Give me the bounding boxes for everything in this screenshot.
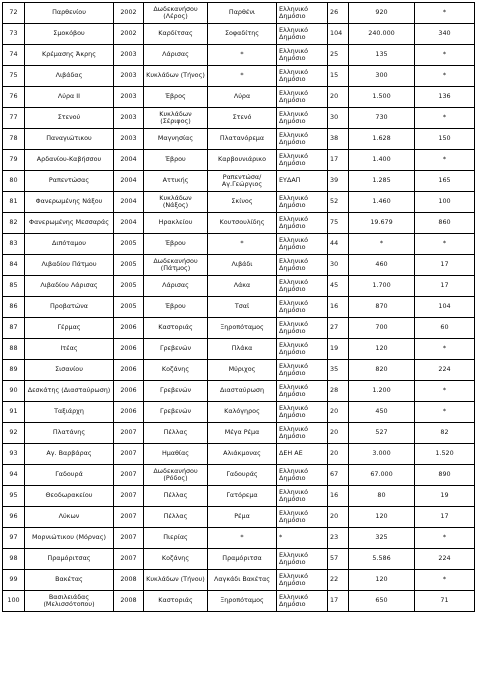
cell-year: 2004 <box>114 150 144 171</box>
cell-area: * <box>415 150 475 171</box>
cell-year: 2004 <box>114 171 144 192</box>
cell-prefecture: Έβρος <box>144 87 208 108</box>
cell-capacity: 300 <box>349 66 415 87</box>
cell-capacity: 1.200 <box>349 381 415 402</box>
cell-dam-name: Βασιλειάδας (Μελισσότοπου) <box>25 591 114 612</box>
cell-prefecture: Ηρακλείου <box>144 213 208 234</box>
cell-river: Καλόγηρος <box>208 402 277 423</box>
dams-table <box>2 2 475 612</box>
cell-dam-name: Στενού <box>25 108 114 129</box>
cell-dam-name: Ραπεντώσας <box>25 171 114 192</box>
cell-owner: Ελληνικό Δημόσιο <box>277 255 328 276</box>
cell-area: 1.520 <box>415 444 475 465</box>
cell-owner: Ελληνικό Δημόσιο <box>277 108 328 129</box>
cell-prefecture: Ημαθίας <box>144 444 208 465</box>
cell-capacity: 3.000 <box>349 444 415 465</box>
cell-river: Ξηροπόταμος <box>208 591 277 612</box>
table-row <box>3 423 475 444</box>
cell-owner: Ελληνικό Δημόσιο <box>277 507 328 528</box>
cell-row-number: 74 <box>3 45 25 66</box>
cell-row-number: 97 <box>3 528 25 549</box>
cell-dam-name: Βακέτας <box>25 570 114 591</box>
cell-area: 17 <box>415 255 475 276</box>
cell-prefecture: Πιερίας <box>144 528 208 549</box>
cell-prefecture: Γρεβενών <box>144 339 208 360</box>
cell-row-number: 99 <box>3 570 25 591</box>
cell-height: 35 <box>328 360 349 381</box>
cell-area: * <box>415 108 475 129</box>
table-row <box>3 507 475 528</box>
cell-area: 17 <box>415 276 475 297</box>
cell-river: Αλιάκμονας <box>208 444 277 465</box>
cell-owner: Ελληνικό Δημόσιο <box>277 150 328 171</box>
cell-owner: Ελληνικό Δημόσιο <box>277 192 328 213</box>
cell-river: Ραπεντώσα/ Αγ.Γεώργιος <box>208 171 277 192</box>
cell-owner: * <box>277 528 328 549</box>
cell-prefecture: Κυκλάδων (Νάξος) <box>144 192 208 213</box>
table-row <box>3 528 475 549</box>
cell-capacity: 120 <box>349 507 415 528</box>
cell-height: 19 <box>328 339 349 360</box>
cell-owner: Ελληνικό Δημόσιο <box>277 45 328 66</box>
cell-row-number: 87 <box>3 318 25 339</box>
cell-dam-name: Ιτέας <box>25 339 114 360</box>
cell-area: * <box>415 528 475 549</box>
cell-dam-name: Πλατάνης <box>25 423 114 444</box>
cell-year: 2007 <box>114 465 144 486</box>
cell-prefecture: Κοζάνης <box>144 360 208 381</box>
cell-prefecture: Πέλλας <box>144 486 208 507</box>
cell-dam-name: Αγ. Βαρβάρας <box>25 444 114 465</box>
table-row <box>3 297 475 318</box>
cell-prefecture: Έβρου <box>144 150 208 171</box>
cell-area: 71 <box>415 591 475 612</box>
cell-river: Στενό <box>208 108 277 129</box>
cell-height: 45 <box>328 276 349 297</box>
cell-area: * <box>415 234 475 255</box>
cell-capacity: 450 <box>349 402 415 423</box>
cell-year: 2005 <box>114 255 144 276</box>
cell-dam-name: Λύρα ΙΙ <box>25 87 114 108</box>
cell-owner: Ελληνικό Δημόσιο <box>277 297 328 318</box>
cell-dam-name: Σισανίου <box>25 360 114 381</box>
cell-area: 890 <box>415 465 475 486</box>
cell-year: 2003 <box>114 45 144 66</box>
cell-year: 2006 <box>114 360 144 381</box>
cell-capacity: 1.460 <box>349 192 415 213</box>
cell-height: 16 <box>328 297 349 318</box>
cell-year: 2003 <box>114 108 144 129</box>
table-row <box>3 570 475 591</box>
cell-row-number: 88 <box>3 339 25 360</box>
cell-dam-name: Διπόταμου <box>25 234 114 255</box>
cell-height: 26 <box>328 3 349 24</box>
cell-river: Μέγα Ρέμα <box>208 423 277 444</box>
table-row <box>3 360 475 381</box>
cell-dam-name: Παρθενίου <box>25 3 114 24</box>
cell-capacity: 1.700 <box>349 276 415 297</box>
table-row <box>3 339 475 360</box>
cell-river: Γατόρεμα <box>208 486 277 507</box>
cell-row-number: 72 <box>3 3 25 24</box>
cell-year: 2004 <box>114 192 144 213</box>
cell-river: Πραμόριτσα <box>208 549 277 570</box>
cell-dam-name: Φανερωμένης Μεσσαράς <box>25 213 114 234</box>
cell-river: * <box>208 234 277 255</box>
cell-height: 38 <box>328 129 349 150</box>
table-row <box>3 255 475 276</box>
cell-row-number: 91 <box>3 402 25 423</box>
cell-owner: Ελληνικό Δημόσιο <box>277 318 328 339</box>
table-row <box>3 66 475 87</box>
cell-height: 30 <box>328 255 349 276</box>
table-row <box>3 213 475 234</box>
table-row <box>3 171 475 192</box>
cell-river: * <box>208 528 277 549</box>
table-row <box>3 486 475 507</box>
table-row <box>3 444 475 465</box>
cell-row-number: 98 <box>3 549 25 570</box>
table-row <box>3 108 475 129</box>
cell-capacity: 820 <box>349 360 415 381</box>
cell-owner: Ελληνικό Δημόσιο <box>277 465 328 486</box>
cell-year: 2006 <box>114 339 144 360</box>
cell-owner: Ελληνικό Δημόσιο <box>277 339 328 360</box>
cell-row-number: 75 <box>3 66 25 87</box>
cell-row-number: 93 <box>3 444 25 465</box>
cell-dam-name: Κρέμασης Άκρης <box>25 45 114 66</box>
cell-row-number: 82 <box>3 213 25 234</box>
cell-prefecture: Κοζάνης <box>144 549 208 570</box>
cell-owner: ΔΕΗ ΑΕ <box>277 444 328 465</box>
cell-area: * <box>415 402 475 423</box>
table-row <box>3 549 475 570</box>
cell-dam-name: Σμοκόβου <box>25 24 114 45</box>
cell-dam-name: Ταξιάρχη <box>25 402 114 423</box>
cell-row-number: 92 <box>3 423 25 444</box>
cell-row-number: 89 <box>3 360 25 381</box>
cell-height: 104 <box>328 24 349 45</box>
cell-area: * <box>415 381 475 402</box>
cell-owner: Ελληνικό Δημόσιο <box>277 423 328 444</box>
cell-dam-name: Γέρμας <box>25 318 114 339</box>
cell-area: * <box>415 570 475 591</box>
cell-prefecture: Πέλλας <box>144 423 208 444</box>
cell-capacity: 460 <box>349 255 415 276</box>
cell-owner: Ελληνικό Δημόσιο <box>277 66 328 87</box>
cell-dam-name: Παναγιώτικου <box>25 129 114 150</box>
cell-year: 2004 <box>114 213 144 234</box>
cell-river: Ξηροπόταμος <box>208 318 277 339</box>
cell-area: 165 <box>415 171 475 192</box>
cell-height: 28 <box>328 381 349 402</box>
cell-row-number: 84 <box>3 255 25 276</box>
cell-height: 20 <box>328 423 349 444</box>
cell-river: Σοφαδίτης <box>208 24 277 45</box>
cell-owner: Ελληνικό Δημόσιο <box>277 234 328 255</box>
cell-owner: Ελληνικό Δημόσιο <box>277 381 328 402</box>
cell-area: 104 <box>415 297 475 318</box>
cell-height: 20 <box>328 402 349 423</box>
cell-capacity: 240.000 <box>349 24 415 45</box>
cell-prefecture: Καστοριάς <box>144 318 208 339</box>
cell-height: 75 <box>328 213 349 234</box>
cell-capacity: 67.000 <box>349 465 415 486</box>
cell-river: Ρέμα <box>208 507 277 528</box>
cell-height: 16 <box>328 486 349 507</box>
cell-owner: Ελληνικό Δημόσιο <box>277 276 328 297</box>
cell-prefecture: Έβρου <box>144 234 208 255</box>
cell-river: * <box>208 66 277 87</box>
cell-capacity: 1.285 <box>349 171 415 192</box>
table-row <box>3 318 475 339</box>
table-row <box>3 591 475 612</box>
cell-row-number: 100 <box>3 591 25 612</box>
cell-owner: Ελληνικό Δημόσιο <box>277 24 328 45</box>
cell-year: 2006 <box>114 318 144 339</box>
cell-height: 20 <box>328 87 349 108</box>
table-row <box>3 87 475 108</box>
cell-owner: Ελληνικό Δημόσιο <box>277 3 328 24</box>
cell-capacity: 120 <box>349 339 415 360</box>
cell-area: 100 <box>415 192 475 213</box>
cell-area: 150 <box>415 129 475 150</box>
cell-dam-name: Γαδουρά <box>25 465 114 486</box>
cell-dam-name: Λιβαδίου Λάρισας <box>25 276 114 297</box>
cell-year: 2007 <box>114 486 144 507</box>
cell-dam-name: Θεοδωρακείου <box>25 486 114 507</box>
table-row <box>3 150 475 171</box>
table-row <box>3 45 475 66</box>
cell-prefecture: Λάρισας <box>144 276 208 297</box>
table-row <box>3 234 475 255</box>
cell-area: 860 <box>415 213 475 234</box>
cell-year: 2007 <box>114 528 144 549</box>
cell-capacity: 135 <box>349 45 415 66</box>
cell-river: Πλάκα <box>208 339 277 360</box>
cell-area: * <box>415 339 475 360</box>
cell-owner: Ελληνικό Δημόσιο <box>277 486 328 507</box>
cell-owner: Ελληνικό Δημόσιο <box>277 591 328 612</box>
cell-prefecture: Κυκλάδων (Σέριφος) <box>144 108 208 129</box>
cell-owner: Ελληνικό Δημόσιο <box>277 129 328 150</box>
cell-capacity: 650 <box>349 591 415 612</box>
cell-river: Λάκα <box>208 276 277 297</box>
cell-height: 67 <box>328 465 349 486</box>
table-row <box>3 192 475 213</box>
cell-year: 2008 <box>114 570 144 591</box>
cell-area: 340 <box>415 24 475 45</box>
cell-river: Γαδουράς <box>208 465 277 486</box>
cell-year: 2003 <box>114 66 144 87</box>
table-row <box>3 3 475 24</box>
cell-owner: Ελληνικό Δημόσιο <box>277 87 328 108</box>
cell-river: Κουτσουλίδης <box>208 213 277 234</box>
cell-capacity: 120 <box>349 570 415 591</box>
cell-river: Τσαϊ <box>208 297 277 318</box>
cell-owner: ΕΥΔΑΠ <box>277 171 328 192</box>
cell-river: Παρθένι <box>208 3 277 24</box>
cell-dam-name: Λύκων <box>25 507 114 528</box>
cell-row-number: 83 <box>3 234 25 255</box>
cell-year: 2002 <box>114 24 144 45</box>
cell-area: 224 <box>415 549 475 570</box>
cell-owner: Ελληνικό Δημόσιο <box>277 360 328 381</box>
cell-height: 52 <box>328 192 349 213</box>
cell-river: Μύριχος <box>208 360 277 381</box>
cell-dam-name: Αρδανίου-Καβήσσου <box>25 150 114 171</box>
cell-row-number: 79 <box>3 150 25 171</box>
cell-prefecture: Γρεβενών <box>144 402 208 423</box>
cell-dam-name: Λιβάδας <box>25 66 114 87</box>
cell-height: 23 <box>328 528 349 549</box>
cell-dam-name: Δεσκάτης (Διασταύρωση) <box>25 381 114 402</box>
cell-row-number: 77 <box>3 108 25 129</box>
cell-area: 224 <box>415 360 475 381</box>
cell-year: 2006 <box>114 381 144 402</box>
cell-area: 82 <box>415 423 475 444</box>
cell-capacity: 1.400 <box>349 150 415 171</box>
cell-capacity: 1.628 <box>349 129 415 150</box>
cell-dam-name: Προβατώνα <box>25 297 114 318</box>
cell-river: Λιβάδι <box>208 255 277 276</box>
table-row <box>3 465 475 486</box>
cell-owner: Ελληνικό Δημόσιο <box>277 549 328 570</box>
cell-height: 27 <box>328 318 349 339</box>
cell-dam-name: Μορνιώτικου (Μόρνας) <box>25 528 114 549</box>
cell-row-number: 76 <box>3 87 25 108</box>
cell-prefecture: Γρεβενών <box>144 381 208 402</box>
cell-capacity: 1.500 <box>349 87 415 108</box>
cell-area: 17 <box>415 507 475 528</box>
cell-area: * <box>415 66 475 87</box>
cell-capacity: 920 <box>349 3 415 24</box>
cell-prefecture: Δωδεκανήσου (Πάτμος) <box>144 255 208 276</box>
cell-year: 2006 <box>114 402 144 423</box>
cell-height: 44 <box>328 234 349 255</box>
cell-row-number: 78 <box>3 129 25 150</box>
table-row <box>3 24 475 45</box>
cell-capacity: 870 <box>349 297 415 318</box>
cell-row-number: 95 <box>3 486 25 507</box>
cell-river: Διασταύρωση <box>208 381 277 402</box>
cell-prefecture: Δωδεκανήσου (Ρόδος) <box>144 465 208 486</box>
cell-row-number: 85 <box>3 276 25 297</box>
cell-prefecture: Έβρου <box>144 297 208 318</box>
cell-year: 2008 <box>114 591 144 612</box>
cell-height: 39 <box>328 171 349 192</box>
cell-year: 2003 <box>114 87 144 108</box>
cell-height: 20 <box>328 507 349 528</box>
document-page <box>2 2 474 612</box>
cell-prefecture: Καστοριάς <box>144 591 208 612</box>
cell-year: 2002 <box>114 3 144 24</box>
table-body <box>3 3 475 612</box>
cell-prefecture: Κυκλάδων (Τήνος) <box>144 66 208 87</box>
cell-height: 15 <box>328 66 349 87</box>
cell-capacity: 5.586 <box>349 549 415 570</box>
cell-height: 17 <box>328 591 349 612</box>
cell-row-number: 81 <box>3 192 25 213</box>
cell-row-number: 73 <box>3 24 25 45</box>
cell-prefecture: Μαγνησίας <box>144 129 208 150</box>
cell-capacity: * <box>349 234 415 255</box>
cell-prefecture: Καρδίτσας <box>144 24 208 45</box>
table-row <box>3 381 475 402</box>
cell-prefecture: Κυκλάδων (Τήνου) <box>144 570 208 591</box>
cell-row-number: 90 <box>3 381 25 402</box>
cell-height: 30 <box>328 108 349 129</box>
cell-year: 2007 <box>114 507 144 528</box>
cell-height: 22 <box>328 570 349 591</box>
cell-height: 17 <box>328 150 349 171</box>
cell-capacity: 325 <box>349 528 415 549</box>
cell-prefecture: Λάρισας <box>144 45 208 66</box>
cell-river: Σκίνος <box>208 192 277 213</box>
cell-year: 2007 <box>114 423 144 444</box>
cell-owner: Ελληνικό Δημόσιο <box>277 570 328 591</box>
table-row <box>3 276 475 297</box>
cell-year: 2007 <box>114 549 144 570</box>
cell-area: 136 <box>415 87 475 108</box>
cell-river: Καρβουνιάρικο <box>208 150 277 171</box>
cell-river: * <box>208 45 277 66</box>
cell-year: 2007 <box>114 444 144 465</box>
cell-prefecture: Αττικής <box>144 171 208 192</box>
cell-river: Λύρα <box>208 87 277 108</box>
cell-capacity: 19.679 <box>349 213 415 234</box>
cell-capacity: 527 <box>349 423 415 444</box>
cell-height: 57 <box>328 549 349 570</box>
cell-year: 2003 <box>114 129 144 150</box>
cell-row-number: 80 <box>3 171 25 192</box>
cell-capacity: 80 <box>349 486 415 507</box>
cell-dam-name: Πραμόριτσας <box>25 549 114 570</box>
cell-year: 2005 <box>114 234 144 255</box>
cell-area: 19 <box>415 486 475 507</box>
cell-row-number: 86 <box>3 297 25 318</box>
cell-capacity: 730 <box>349 108 415 129</box>
cell-river: Λαγκάδι Βακέτας <box>208 570 277 591</box>
cell-area: * <box>415 45 475 66</box>
cell-prefecture: Πέλλας <box>144 507 208 528</box>
cell-prefecture: Δωδεκανήσου (Λέρος) <box>144 3 208 24</box>
table-row <box>3 402 475 423</box>
cell-row-number: 94 <box>3 465 25 486</box>
cell-owner: Ελληνικό Δημόσιο <box>277 213 328 234</box>
cell-area: * <box>415 3 475 24</box>
cell-area: 60 <box>415 318 475 339</box>
cell-owner: Ελληνικό Δημόσιο <box>277 402 328 423</box>
cell-capacity: 700 <box>349 318 415 339</box>
cell-row-number: 96 <box>3 507 25 528</box>
cell-year: 2005 <box>114 297 144 318</box>
cell-height: 25 <box>328 45 349 66</box>
table-row <box>3 129 475 150</box>
cell-year: 2005 <box>114 276 144 297</box>
cell-dam-name: Λιβαδίου Πάτμου <box>25 255 114 276</box>
cell-height: 20 <box>328 444 349 465</box>
cell-river: Πλατανόρεμα <box>208 129 277 150</box>
cell-dam-name: Φανερωμένης Νάξου <box>25 192 114 213</box>
